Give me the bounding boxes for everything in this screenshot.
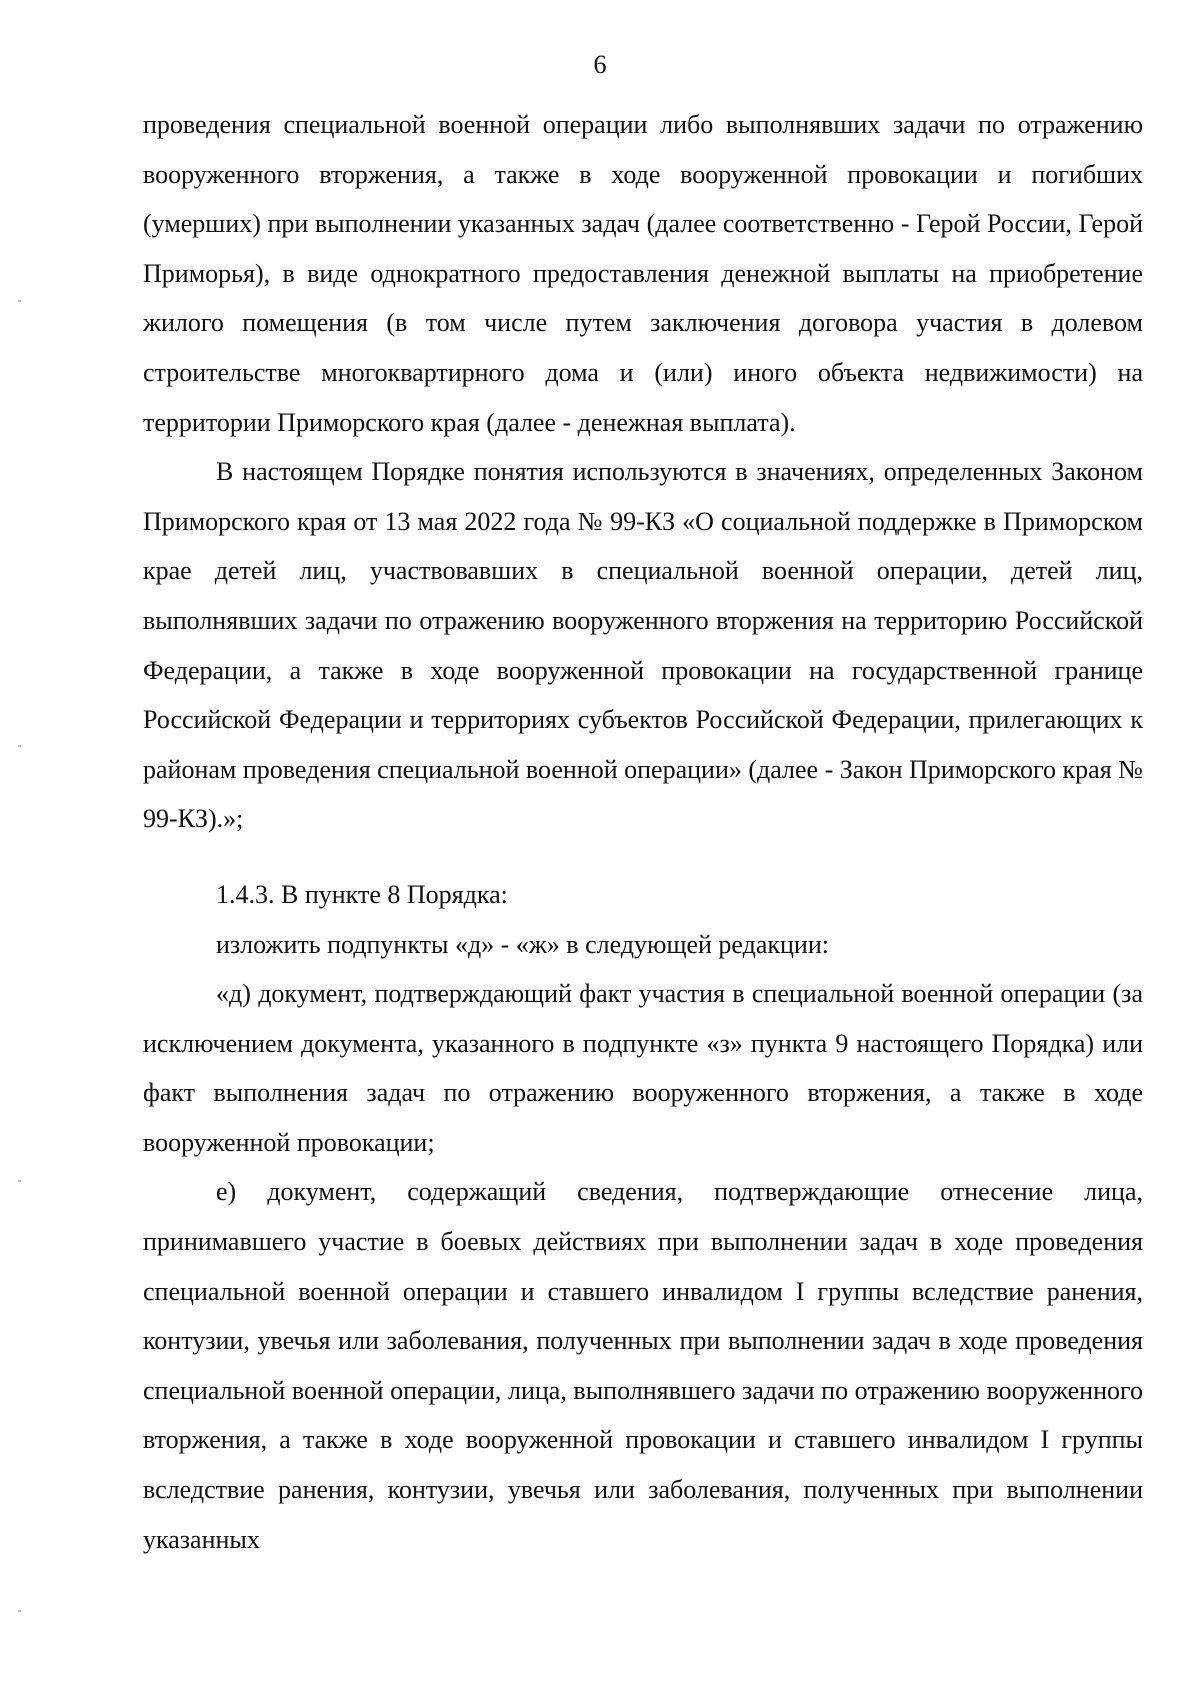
document-body xyxy=(143,100,1143,1564)
scan-mark xyxy=(18,1610,21,1612)
paragraph-gap xyxy=(143,844,1143,870)
page-number: 6 xyxy=(593,50,607,79)
paragraph-amend-instruction: изложить подпункты «д» - «ж» в следующей редакции: xyxy=(216,929,829,959)
paragraph-item-1-4-3: 1.4.3. В пункте 8 Порядка: xyxy=(216,879,508,909)
scan-mark xyxy=(18,1180,21,1182)
paragraph-subitem-d: «д) документ, подтверждающий факт участия в специальной военной операции (за исключением документа, указанного в подпункте «з» пункта 9 настоящего Порядка) или факт выполнения задач по отражению вооруженного вторжения, а также в ходе вооруженной провокации; xyxy=(143,979,1143,1157)
paragraph-continuation: проведения специальной военной операции либо выполнявших задачи по отражению вооруженного вторжения, а также в ходе вооруженной провокации и погибших (умерших) при выполнении указанных задач (далее соответственно - Герой России, Герой Приморья), в виде однократного предоставления денежной выплаты на приобретение жилого помещения (в том числе путем заключения договора участия в долевом строительстве многоквартирного дома и (или) иного объекта недвижимости) на территории Приморского края (далее - денежная выплата). xyxy=(143,110,1143,437)
paragraph-subitem-e: е) документ, содержащий сведения, подтверждающие отнесение лица, принимавшего участие в боевых действиях при выполнении задач в ходе проведения специальной военной операции и ставшего инвалидом I группы вследствие ранения, контузии, увечья или заболевания, полученных при выполнении задач в ходе проведения специальной военной операции, лица, выполнявшего задачи по отражению вооруженного вторжения, а также в ходе вооруженной провокации и ставшего инвалидом I группы вследствие ранения, контузии, увечья или заболевания, полученных при выполнении указанных xyxy=(143,1177,1143,1554)
scan-mark xyxy=(18,300,21,302)
paragraph-definitions: В настоящем Порядке понятия используются в значениях, определенных Законом Приморского края от 13 мая 2022 года № 99-КЗ «О социальной поддержке в Приморском крае детей лиц, участвовавших в специальной военной операции, детей лиц, выполнявших задачи по отражению вооруженного вторжения на территорию Российской Федерации, а также в ходе вооруженной провокации на государственной границе Российской Федерации и территориях субъектов Российской Федерации, прилегающих к районам проведения специальной военной операции» (далее - Закон Приморского края № 99-КЗ).»; xyxy=(143,457,1143,834)
scan-mark xyxy=(18,745,21,747)
